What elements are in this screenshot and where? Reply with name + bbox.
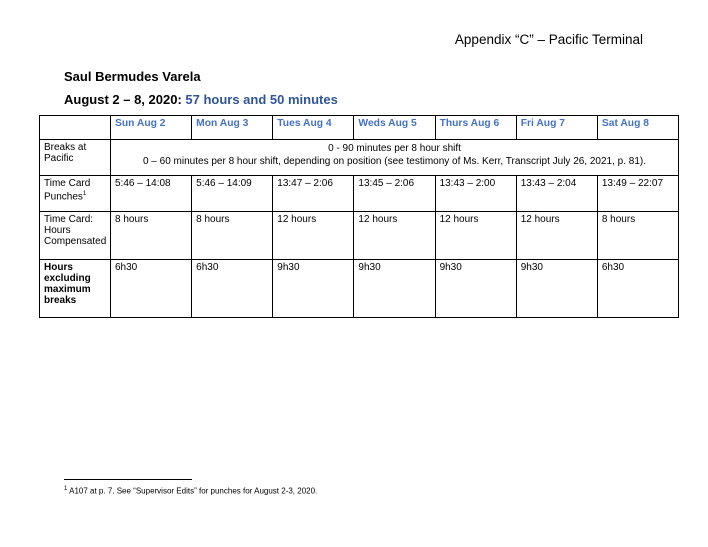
compensated-cell: 12 hours — [354, 212, 435, 260]
table-row-breaks — [40, 140, 679, 176]
excluding-cell: 6h30 — [111, 260, 192, 318]
day-header: Weds Aug 5 — [354, 116, 435, 140]
footnote-number: 1 — [64, 486, 68, 492]
compensated-cell: 12 hours — [516, 212, 597, 260]
footnote — [64, 486, 317, 496]
row-label-breaks: Breaks at Pacific — [40, 140, 111, 176]
punch-cell: 13:49 – 22:07 — [597, 176, 678, 212]
compensated-cell: 12 hours — [273, 212, 354, 260]
excluding-cell: 9h30 — [273, 260, 354, 318]
row-label-punches — [40, 176, 111, 212]
excluding-cell: 9h30 — [435, 260, 516, 318]
compensated-cell: 8 hours — [192, 212, 273, 260]
period-total-hours: 57 hours and 50 minutes — [185, 92, 338, 107]
punch-cell: 13:43 – 2:00 — [435, 176, 516, 212]
breaks-line-1: 0 - 90 minutes per 8 hour shift — [328, 143, 461, 154]
period-dates: August 2 – 8, 2020: — [64, 92, 186, 107]
punch-cell: 13:43 – 2:04 — [516, 176, 597, 212]
header-empty-cell — [40, 116, 111, 140]
punch-cell: 13:47 – 2:06 — [273, 176, 354, 212]
timesheet-table — [39, 115, 679, 318]
table-header-row — [40, 116, 679, 140]
day-header: Sun Aug 2 — [111, 116, 192, 140]
punch-cell: 5:46 – 14:08 — [111, 176, 192, 212]
table-row-excluding-breaks — [40, 260, 679, 318]
breaks-cell — [111, 140, 679, 176]
footnote-divider — [64, 479, 192, 480]
footnote-ref: 1 — [82, 191, 87, 197]
employee-name: Saul Bermudes Varela — [64, 69, 201, 84]
period-heading — [64, 92, 338, 107]
excluding-cell: 6h30 — [192, 260, 273, 318]
punch-cell: 13:45 – 2:06 — [354, 176, 435, 212]
day-header: Sat Aug 8 — [597, 116, 678, 140]
footnote-text: A107 at p. 7. See “Supervisor Edits” for punches for August 2-3, 2020. — [67, 486, 318, 496]
excluding-cell: 6h30 — [597, 260, 678, 318]
excluding-cell: 9h30 — [354, 260, 435, 318]
row-label-excluding-breaks: Hours excluding maximum breaks — [40, 260, 111, 318]
day-header: Fri Aug 7 — [516, 116, 597, 140]
day-header: Tues Aug 4 — [273, 116, 354, 140]
compensated-cell: 8 hours — [111, 212, 192, 260]
compensated-cell: 12 hours — [435, 212, 516, 260]
punches-label-text: Time Card Punches — [44, 178, 91, 203]
day-header: Mon Aug 3 — [192, 116, 273, 140]
table-row-compensated — [40, 212, 679, 260]
day-header: Thurs Aug 6 — [435, 116, 516, 140]
breaks-line-2: 0 – 60 minutes per 8 hour shift, depending on position (see testimony of Ms. Kerr, Transcript July 26, 2021, p. 81). — [142, 156, 647, 167]
excluding-cell: 9h30 — [516, 260, 597, 318]
row-label-compensated: Time Card: Hours Compensated — [40, 212, 111, 260]
table-row-punches — [40, 176, 679, 212]
compensated-cell: 8 hours — [597, 212, 678, 260]
appendix-title: Appendix “C” – Pacific Terminal — [454, 32, 643, 47]
punch-cell: 5:46 – 14:09 — [192, 176, 273, 212]
